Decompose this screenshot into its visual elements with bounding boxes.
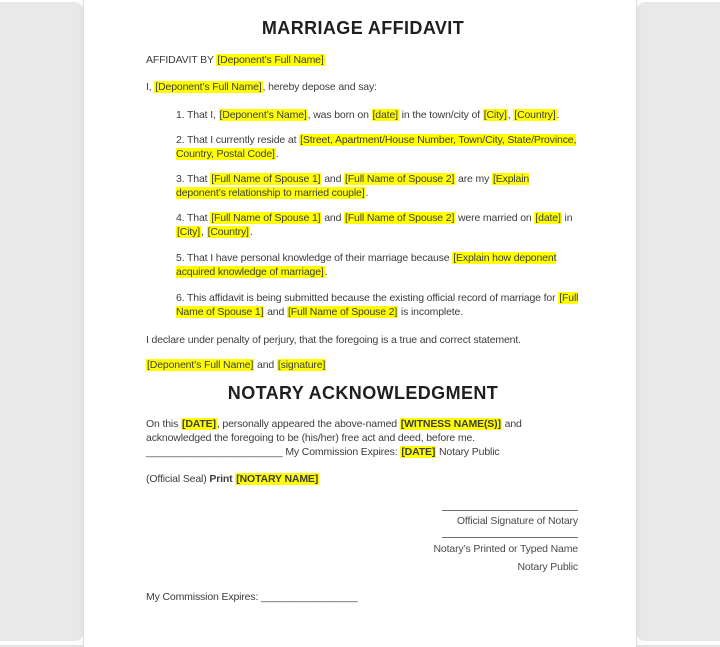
- affidavit-item-1: [176, 108, 580, 122]
- text-segment: On this: [146, 418, 181, 430]
- text-segment: I,: [146, 81, 155, 93]
- text-segment: , personally appeared the above-named: [216, 418, 400, 430]
- text-segment: I declare under penalty of perjury, that the foregoing is a true and correct statement.: [146, 334, 521, 346]
- placeholder-highlight: [WITNESS NAME(S)]: [400, 418, 501, 430]
- text-segment: and: [254, 359, 277, 371]
- placeholder-highlight: [Full Name of Spouse 1]: [211, 212, 321, 224]
- perjury-declaration: [146, 333, 580, 347]
- text-segment: ,: [507, 109, 514, 121]
- placeholder-highlight: [DATE]: [401, 446, 436, 458]
- text-segment: and: [321, 212, 345, 224]
- placeholder-highlight: [City]: [177, 226, 201, 238]
- placeholder-highlight: [Deponent’s Full Name]: [217, 54, 324, 66]
- official-seal-line: [146, 472, 580, 486]
- placeholder-highlight: [Country]: [514, 109, 556, 121]
- deposition-intro-line: [146, 80, 580, 94]
- placeholder-highlight: [Full Name of Spouse 1]: [176, 292, 579, 318]
- notary-signature-block: [146, 510, 580, 574]
- affidavit-item-4: [176, 211, 580, 239]
- placeholder-highlight: [Full Name of Spouse 1]: [211, 173, 321, 185]
- notary-printed-name-label: Notary’s Printed or Typed Name: [433, 543, 578, 555]
- commission-expires-line: My Commission Expires: _________________: [146, 591, 358, 603]
- text-segment: Notary Public: [436, 446, 500, 458]
- affidavit-item-5: [176, 251, 580, 279]
- text-segment: and: [264, 306, 287, 318]
- placeholder-highlight: [date]: [372, 109, 398, 121]
- text-segment: .: [275, 148, 279, 160]
- text-segment: 5. That I have personal knowledge of their marriage because: [176, 252, 453, 264]
- text-segment: Print: [209, 473, 236, 485]
- notary-printed-name-rule: [442, 537, 578, 538]
- placeholder-highlight: [Full Name of Spouse 2]: [345, 173, 455, 185]
- placeholder-highlight: [date]: [535, 212, 561, 224]
- text-segment: in: [561, 212, 573, 224]
- notary-signature-rule: [442, 510, 578, 511]
- placeholder-highlight: [signature]: [277, 359, 326, 371]
- placeholder-highlight: [Full Name of Spouse 2]: [287, 306, 398, 318]
- text-segment: , hereby depose and say:: [262, 81, 377, 93]
- affidavit-item-3: [176, 172, 580, 200]
- placeholder-highlight: [Full Name of Spouse 2]: [345, 212, 455, 224]
- placeholder-highlight: [Explain deponent’s relationship to married couple]: [176, 173, 530, 199]
- right-margin-panel: [637, 2, 720, 641]
- text-segment: AFFIDAVIT BY: [146, 54, 217, 66]
- placeholder-highlight: [Deponent’s Full Name]: [155, 81, 262, 93]
- text-segment: ,: [201, 226, 207, 238]
- text-segment: in the town/city of: [398, 109, 483, 121]
- text-segment: were married on: [455, 212, 535, 224]
- affidavit-item-6: [176, 291, 580, 319]
- text-segment: and acknowledged the foregoing to be (his/her) free act and deed, before me. ________________________ My Commission Expires:: [146, 418, 522, 458]
- deponent-signature-line: [146, 358, 580, 372]
- placeholder-highlight: [Country]: [207, 226, 249, 238]
- text-segment: is incomplete.: [398, 306, 464, 318]
- placeholder-highlight: [DATE]: [181, 418, 216, 430]
- notary-acknowledgment-paragraph: [146, 417, 580, 459]
- text-segment: 3. That: [176, 173, 211, 185]
- affidavit-statements: [146, 108, 580, 319]
- text-segment: , was born on: [307, 109, 372, 121]
- left-margin-panel: [0, 2, 83, 641]
- placeholder-highlight: [Deponent’s Name]: [219, 109, 307, 121]
- placeholder-highlight: [Street, Apartment/House Number, Town/City, State/Province, Country, Postal Code]: [176, 134, 577, 160]
- document-page: [83, 0, 637, 647]
- text-segment: and: [321, 173, 345, 185]
- text-segment: (Official Seal): [146, 473, 210, 485]
- text-segment: 2. That I currently reside at: [176, 134, 300, 146]
- text-segment: 1. That I,: [176, 109, 219, 121]
- text-segment: .: [365, 187, 369, 199]
- placeholder-highlight: [NOTARY NAME]: [236, 473, 319, 485]
- notary-section-title: NOTARY ACKNOWLEDGMENT: [227, 383, 499, 403]
- placeholder-highlight: [City]: [483, 109, 507, 121]
- text-segment: 4. That: [176, 212, 211, 224]
- notary-signature-label: Official Signature of Notary: [456, 515, 578, 527]
- document-title: MARRIAGE AFFIDAVIT: [261, 18, 465, 38]
- text-segment: .: [324, 266, 328, 278]
- notary-public-label: Notary Public: [517, 561, 578, 573]
- text-segment: are my: [455, 173, 492, 185]
- placeholder-highlight: [Explain how deponent acquired knowledge of marriage]: [176, 252, 557, 278]
- text-segment: 6. This affidavit is being submitted because the existing official record of marriage for: [176, 292, 559, 304]
- affidavit-item-2: [176, 133, 580, 161]
- placeholder-highlight: [Deponent’s Full Name]: [147, 359, 254, 371]
- text-segment: .: [249, 226, 253, 238]
- affidavit-by-line: [146, 53, 580, 67]
- text-segment: .: [556, 109, 560, 121]
